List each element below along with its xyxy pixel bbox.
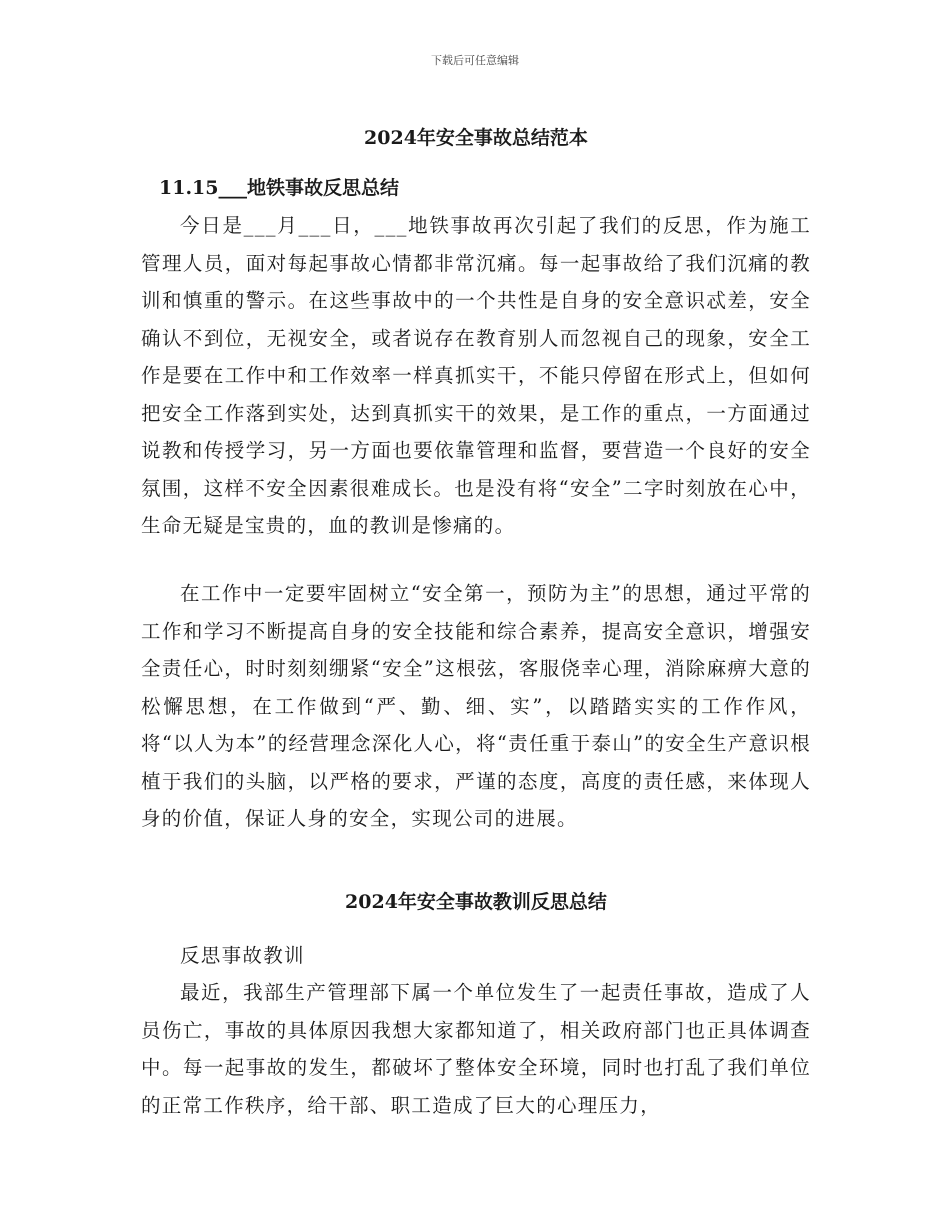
document-title: 2024年安全事故总结范本 <box>364 127 588 149</box>
paragraph-2: 在工作中一定要牢固树立“安全第一，预防为主”的思想，通过平常的工作和学习不断提高自身的安全技能和综合素养，提高安全意识，增强安全责任心，时时刻刻绷紧“安全”这根弦，客服侥幸心理，消除麻痹大意的松懈思想，在工作做到“严、勤、细、实”，以踏踏实实的工作作风，将“以人为本”的经营理念深化人心，将“责任重于泰山”的安全生产意识根植于我们的头脑，以严格的要求，严谨的态度，高度的责任感，来体现人身的价值，保证人身的安全，实现公司的进展。 <box>141 582 811 830</box>
section-title-2: 2024年安全事故教训反思总结 <box>345 891 607 913</box>
paragraph-3: 反思事故教训 <box>180 944 305 967</box>
paragraph-1: 今日是___月___日，___地铁事故再次引起了我们的反思，作为施工管理人员，面对每起事故心情都非常沉痛。每一起事故给了我们沉痛的教训和慎重的警示。在这些事故中的一个共性是自身的安全意识忒差，安全确认不到位，无视安全，或者说存在教育别人而忽视自己的现象，安全工作是要在工作中和工作效率一样真抓实干，不能只停留在形式上，但如何把安全工作落到实处，达到真抓实干的效果，是工作的重点，一方面通过说教和传授学习，另一方面也要依靠管理和监督，要营造一个良好的安全氛围，这样不安全因素很难成长。也是没有将“安全”二字时刻放在心中，生命无疑是宝贵的，血的教训是惨痛的。 <box>141 214 811 537</box>
paragraph-4: 最近，我部生产管理部下属一个单位发生了一起责任事故，造成了人员伤亡，事故的具体原因我想大家都知道了，相关政府部门也正具体调查中。每一起事故的发生，都破坏了整体安全环境，同时也打乱了我们单位的正常工作秩序，给干部、职工造成了巨大的心理压力， <box>141 981 811 1117</box>
section-subtitle: 11.15___地铁事故反思总结 <box>159 177 399 199</box>
header-note: 下载后可任意编辑 <box>431 54 519 67</box>
